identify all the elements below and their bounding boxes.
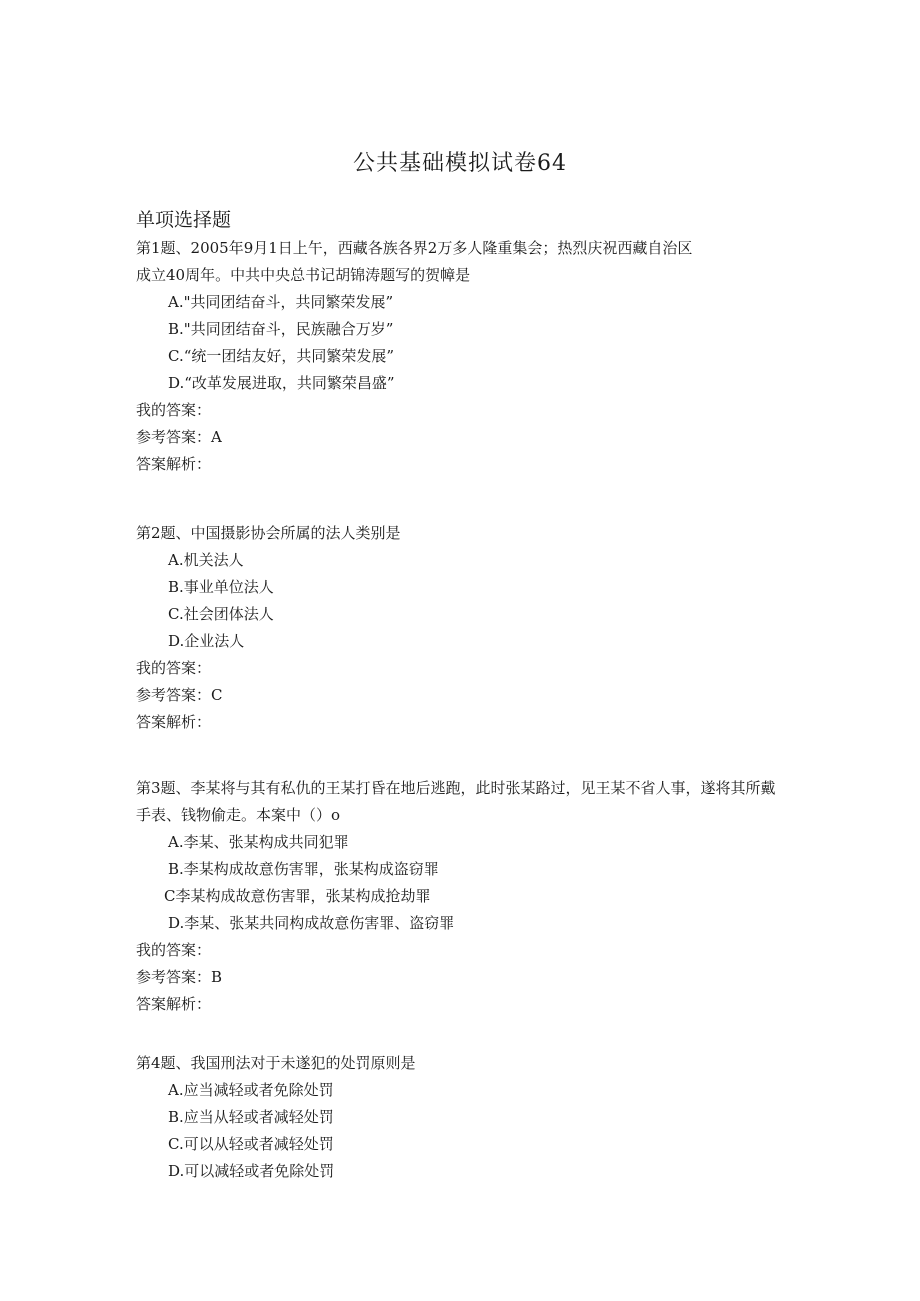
reference-answer-label: 参考答案： xyxy=(136,686,212,704)
my-answer-label: 我的答案： xyxy=(136,659,212,677)
analysis-label: 答案解析： xyxy=(136,455,212,473)
option-d: D.“改革发展进取，共同繁荣昌盛” xyxy=(168,374,395,392)
option-a: A.机关法人 xyxy=(168,551,244,569)
analysis-row xyxy=(136,991,796,1018)
reference-answer-value: A xyxy=(211,428,222,446)
analysis-row xyxy=(136,451,796,478)
question-stem: 第4题、我国刑法对于未遂犯的处罚原则是 xyxy=(136,1054,416,1072)
my-answer-label: 我的答案： xyxy=(136,401,212,419)
option-a: A.应当减轻或者免除处罚 xyxy=(168,1081,334,1099)
reference-answer-row xyxy=(136,682,796,709)
question-1 xyxy=(136,235,796,478)
option-d: D.李某、张某共同构成故意伤害罪、盗窃罪 xyxy=(168,914,455,932)
my-answer-row xyxy=(136,397,796,424)
question-stem: 第3题、李某将与其有私仇的王某打昏在地后逃跑，此时张某路过，见王某不省人事，遂将其所戴手表、钱物偷走。本案中（）o xyxy=(136,779,776,824)
option-b: B.李某构成故意伤害罪，张某构成盗窃罪 xyxy=(168,860,439,878)
question-4 xyxy=(136,1050,796,1185)
reference-answer-row xyxy=(136,964,796,991)
option-c: C.社会团体法人 xyxy=(168,605,274,623)
option-a: A.李某、张某构成共同犯罪 xyxy=(168,833,349,851)
analysis-label: 答案解析： xyxy=(136,995,212,1013)
option-d: D.可以减轻或者免除处罚 xyxy=(168,1162,335,1180)
reference-answer-value: C xyxy=(211,686,223,704)
reference-answer-label: 参考答案： xyxy=(136,428,212,446)
option-b: B.应当从轻或者减轻处罚 xyxy=(168,1108,334,1126)
option-c: C.可以从轻或者减轻处罚 xyxy=(168,1135,334,1153)
analysis-row xyxy=(136,709,796,736)
section-heading: 单项选择题 xyxy=(136,209,232,231)
question-3 xyxy=(136,775,796,1018)
option-b: B."共同团结奋斗，民族融合万岁” xyxy=(168,320,394,338)
my-answer-row xyxy=(136,937,796,964)
my-answer-row xyxy=(136,655,796,682)
analysis-label: 答案解析： xyxy=(136,713,212,731)
option-b: B.事业单位法人 xyxy=(168,578,274,596)
question-stem: 第2题、中国摄影协会所属的法人类别是 xyxy=(136,524,401,542)
option-d: D.企业法人 xyxy=(168,632,245,650)
option-a: A."共同团结奋斗，共同繁荣发展” xyxy=(168,293,394,311)
my-answer-label: 我的答案： xyxy=(136,941,212,959)
reference-answer-value: B xyxy=(211,968,223,986)
question-2 xyxy=(136,520,796,736)
option-c: C李某构成故意伤害罪，张某构成抢劫罪 xyxy=(164,887,431,905)
question-stem: 第1题、2005年9月1日上午，西藏各族各界2万多人隆重集会；热烈庆祝西藏自治区成立40周年。中共中央总书记胡锦涛题写的贺幛是 xyxy=(136,239,693,284)
document-title: 公共基础模拟试卷64 xyxy=(353,151,567,176)
option-c: C.“统一团结友好，共同繁荣发展” xyxy=(168,347,395,365)
reference-answer-label: 参考答案： xyxy=(136,968,212,986)
reference-answer-row xyxy=(136,424,796,451)
